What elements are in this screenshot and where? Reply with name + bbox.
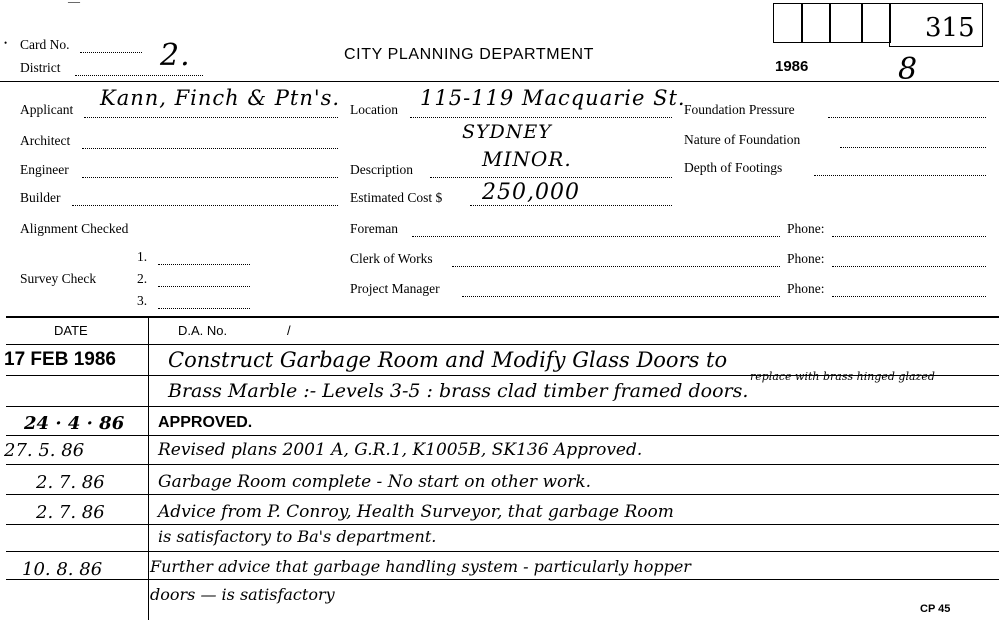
card-number-box-3 xyxy=(829,3,863,43)
corner-dot: • xyxy=(4,38,8,48)
location-line xyxy=(410,117,672,118)
project-manager-phone-line xyxy=(832,296,986,297)
card-number-box-4 xyxy=(861,3,891,43)
project-manager-line xyxy=(462,296,780,297)
survey-item-1: 1. xyxy=(137,249,148,264)
row-8-text: Further advice that garbage handling system - particularly hopper xyxy=(150,557,691,576)
table-header-rule xyxy=(6,344,999,345)
row-rule-3 xyxy=(6,435,999,436)
row-4-text: Revised plans 2001 A, G.R.1, K1005B, SK136 Approved. xyxy=(158,440,643,460)
foreman-phone-label: Phone: xyxy=(787,221,825,236)
clerk-line xyxy=(452,266,780,267)
date-column-header: DATE xyxy=(54,323,88,338)
builder-label: Builder xyxy=(20,190,61,205)
corner-mark: — xyxy=(68,0,80,8)
table-top-rule xyxy=(6,316,999,318)
row-2-text: Brass Marble :- Levels 3-5 : brass clad timber framed doors. xyxy=(168,380,749,402)
description-line xyxy=(430,177,672,178)
year-printed: 1986 xyxy=(775,58,809,75)
depth-of-footings-line xyxy=(814,175,986,176)
description-value: MINOR. xyxy=(482,147,572,171)
survey-item-2: 2. xyxy=(137,271,148,286)
da-number-value: / xyxy=(287,323,291,338)
description-label: Description xyxy=(350,162,413,177)
applicant-line xyxy=(84,117,338,118)
row-rule-4 xyxy=(6,464,999,465)
row-3-date: 24 · 4 · 86 xyxy=(24,413,125,434)
da-column-header: D.A. No. xyxy=(178,323,228,338)
foundation-pressure-line xyxy=(828,117,986,118)
clerk-phone-label: Phone: xyxy=(787,251,825,266)
engineer-label: Engineer xyxy=(20,162,69,177)
row-1-date: 17 FEB 1986 xyxy=(4,349,116,370)
clerk-of-works-label: Clerk of Works xyxy=(350,251,433,266)
location-value-city: SYDNEY xyxy=(462,121,552,143)
foreman-phone-line xyxy=(832,236,986,237)
estimated-cost-line xyxy=(470,205,672,206)
location-value: 115-119 Macquarie St. xyxy=(420,86,686,110)
card-no-line xyxy=(80,52,142,53)
row-5-date: 2. 7. 86 xyxy=(36,472,105,493)
row-rule-7 xyxy=(6,551,999,552)
row-rule-5 xyxy=(6,494,999,495)
foreman-label: Foreman xyxy=(350,221,398,236)
alignment-checked-label: Alignment Checked xyxy=(20,221,129,236)
row-rule-6 xyxy=(6,524,999,525)
architect-line xyxy=(82,148,338,149)
row-6-date: 2. 7. 86 xyxy=(36,502,105,523)
card-number-box-1 xyxy=(773,3,803,43)
date-column-divider xyxy=(148,316,149,620)
district-label: District xyxy=(20,60,61,75)
row-5-text: Garbage Room complete - No start on other work. xyxy=(158,472,592,492)
form-code: CP 45 xyxy=(920,603,951,615)
survey-item-3: 3. xyxy=(137,293,148,308)
estimated-cost-value: 250,000 xyxy=(482,180,580,205)
survey-check-label: Survey Check xyxy=(20,271,97,286)
row-4-date: 27. 5. 86 xyxy=(4,440,85,461)
foundation-pressure-label: Foundation Pressure xyxy=(684,102,795,117)
nature-of-foundation-label: Nature of Foundation xyxy=(684,132,801,147)
card-number: 315 xyxy=(925,13,975,43)
row-9-text: doors — is satisfactory xyxy=(150,585,335,604)
district-line xyxy=(75,75,203,76)
survey-line-2 xyxy=(158,286,250,287)
project-manager-label: Project Manager xyxy=(350,281,440,296)
project-manager-phone-label: Phone: xyxy=(787,281,825,296)
header-rule xyxy=(0,81,999,82)
architect-label: Architect xyxy=(20,133,71,148)
location-label: Location xyxy=(350,102,398,117)
nature-of-foundation-line xyxy=(840,147,986,148)
card-no-label: Card No. xyxy=(20,37,70,52)
row-3-text: APPROVED. xyxy=(158,414,253,431)
applicant-label: Applicant xyxy=(20,102,74,117)
clerk-phone-line xyxy=(832,266,986,267)
applicant-value: Kann, Finch & Ptn's. xyxy=(100,86,341,110)
engineer-line xyxy=(82,177,338,178)
row-7-text: is satisfactory to Ba's department. xyxy=(158,527,437,546)
year-handwritten: 8 xyxy=(898,52,919,87)
row-rule-8 xyxy=(6,579,999,580)
row-rule-1 xyxy=(6,375,999,376)
survey-line-1 xyxy=(158,264,250,265)
depth-of-footings-label: Depth of Footings xyxy=(684,160,783,175)
district-value: 2. xyxy=(160,38,191,73)
department-title: CITY PLANNING DEPARTMENT xyxy=(344,46,594,63)
row-rule-2 xyxy=(6,406,999,407)
card-number-box-2 xyxy=(801,3,831,43)
row-2-insert: replace with brass hinged glazed xyxy=(750,370,935,383)
row-1-text: Construct Garbage Room and Modify Glass Doors to xyxy=(168,348,728,372)
row-8-date: 10. 8. 86 xyxy=(22,559,103,580)
foreman-line xyxy=(412,236,780,237)
row-6-text: Advice from P. Conroy, Health Surveyor, that garbage Room xyxy=(158,502,674,522)
survey-line-3 xyxy=(158,308,250,309)
estimated-cost-label: Estimated Cost $ xyxy=(350,190,443,205)
builder-line xyxy=(72,205,338,206)
